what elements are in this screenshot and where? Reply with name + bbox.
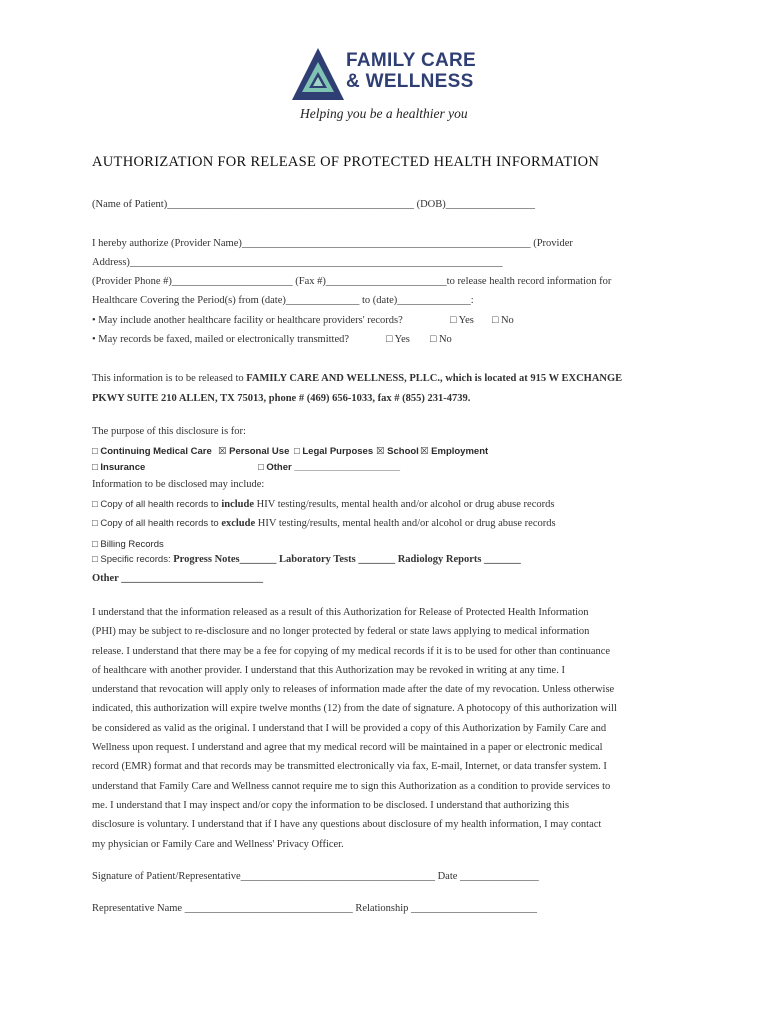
specific-prefix: □ Specific records:: [92, 554, 174, 565]
question-other-records: • May include another healthcare facility or healthcare providers' records?: [92, 315, 403, 326]
brand-name: [346, 50, 476, 92]
checkbox-include-records[interactable]: [92, 499, 554, 510]
terms-line: be considered as valid as the original. I understand that I will be provided a copy of this Authorization by Family Care and: [92, 722, 607, 734]
period-dates-line[interactable]: Healthcare Covering the Period(s) from (date)______________ to (date)______________:: [92, 295, 474, 306]
release-to-line: [92, 373, 622, 384]
checkbox-personal-use[interactable]: ☒ Personal Use: [218, 446, 290, 457]
specific-record-types: Progress Notes_______ Laboratory Tests _______ Radiology Reports _______: [173, 554, 521, 565]
terms-line: understand that revocation will apply only to releases of information made after the date of my revocation. Unless otherwise: [92, 684, 615, 696]
checkbox-insurance[interactable]: □ Insurance: [92, 462, 146, 473]
terms-paragraph: [92, 603, 684, 854]
checkbox-transmit-no[interactable]: □ No: [430, 334, 452, 345]
checkbox-purpose-other[interactable]: □ Other ____________________: [258, 462, 401, 473]
logo: [290, 46, 490, 106]
release-address-line: PKWY SUITE 210 ALLEN, TX 75013, phone # (469) 656-1033, fax # (855) 231-4739.: [92, 393, 471, 404]
checkbox-billing-records[interactable]: □ Billing Records: [92, 539, 164, 550]
terms-line: disclosure is voluntary. I understand that if I have any questions about disclosure of my health information, I may contact: [92, 819, 602, 831]
terms-line: release. I understand that there may be a fee for copying of my medical records if it is to be used for other than continuance: [92, 645, 611, 657]
logo-mark-icon: [290, 46, 346, 104]
provider-name-line[interactable]: I hereby authorize (Provider Name)_______________________________________________________ (Provider: [92, 238, 573, 249]
checkbox-other-records-no[interactable]: □ No: [492, 315, 514, 326]
checkbox-continuing-care[interactable]: □ Continuing Medical Care: [92, 446, 212, 457]
provider-address-line[interactable]: Address)_______________________________________________________________________: [92, 257, 503, 268]
terms-line: Wellness upon request. I understand and agree that my medical record will be maintained in a paper or electronic medical: [92, 742, 603, 754]
question-transmit-records: • May records be faxed, mailed or electronically transmitted?: [92, 334, 350, 345]
terms-line: (PHI) may be subject to re-disclosure and no longer protected by federal or state laws applying to medical information: [92, 626, 590, 638]
tagline: Helping you be a healthier you: [300, 106, 468, 121]
checkbox-employment[interactable]: ☒ Employment: [420, 446, 489, 457]
exclude-prefix: □ Copy of all health records to: [92, 518, 222, 529]
include-prefix: □ Copy of all health records to: [92, 499, 222, 510]
signature-date-line[interactable]: Signature of Patient/Representative_____________________________________ Date _______________: [92, 871, 539, 882]
patient-name-dob-line[interactable]: (Name of Patient)_______________________________________________ (DOB)_________________: [92, 199, 536, 210]
terms-line: I understand that the information released as a result of this Authorization for Release of Protected Health Information: [92, 607, 589, 618]
checkbox-transmit-yes[interactable]: □ Yes: [386, 334, 410, 345]
exclude-rest: HIV testing/results, mental health and/or alcohol or drug abuse records: [255, 518, 556, 529]
checkbox-specific-records[interactable]: [92, 554, 521, 565]
other-records-line[interactable]: Other ___________________________: [92, 573, 264, 584]
checkbox-other-records-yes[interactable]: □ Yes: [450, 315, 474, 326]
info-heading: Information to be disclosed may include:: [92, 479, 265, 490]
checkbox-exclude-records[interactable]: [92, 518, 556, 529]
terms-line: of healthcare with another provider. I understand that this Authorization may be revoked in writing at any time. I: [92, 664, 565, 676]
checkbox-legal-purposes[interactable]: □ Legal Purposes: [294, 446, 374, 457]
purpose-heading: The purpose of this disclosure is for:: [92, 426, 246, 437]
terms-line: indicated, this authorization will expire twelve months (12) from the date of signature. A photocopy of this authorization will: [92, 703, 617, 715]
terms-line: my physician or Family Care and Wellness' Privacy Officer.: [92, 838, 344, 850]
exclude-keyword: exclude: [221, 518, 256, 529]
form-title: AUTHORIZATION FOR RELEASE OF PROTECTED HEALTH INFORMATION: [92, 154, 600, 170]
release-prefix: This information is to be released to: [92, 373, 247, 384]
terms-line: understand that Family Care and Wellness cannot require me to sign this Authorization as a condition to provide services to: [92, 780, 611, 792]
checkbox-school[interactable]: ☒ School: [376, 446, 419, 457]
brand-line-2: & WELLNESS: [346, 71, 474, 92]
brand-line-1: FAMILY CARE: [346, 50, 476, 71]
release-recipient: FAMILY CARE AND WELLNESS, PLLC., which is located at 915 W EXCHANGE: [246, 373, 623, 384]
terms-line: record (EMR) format and that records may be transmitted electronically via fax, E-mail, Internet, or data transfer system. I: [92, 761, 607, 773]
provider-phone-fax-line[interactable]: (Provider Phone #)_______________________ (Fax #)_______________________to release health record information for: [92, 276, 612, 287]
include-rest: HIV testing/results, mental health and/or alcohol or drug abuse records: [254, 499, 555, 510]
include-keyword: include: [221, 499, 254, 510]
terms-line: me. I understand that I may inspect and/or copy the information to be disclosed. I understand that authorizing this: [92, 799, 570, 811]
representative-relationship-line[interactable]: Representative Name ________________________________ Relationship ________________________: [92, 903, 538, 914]
